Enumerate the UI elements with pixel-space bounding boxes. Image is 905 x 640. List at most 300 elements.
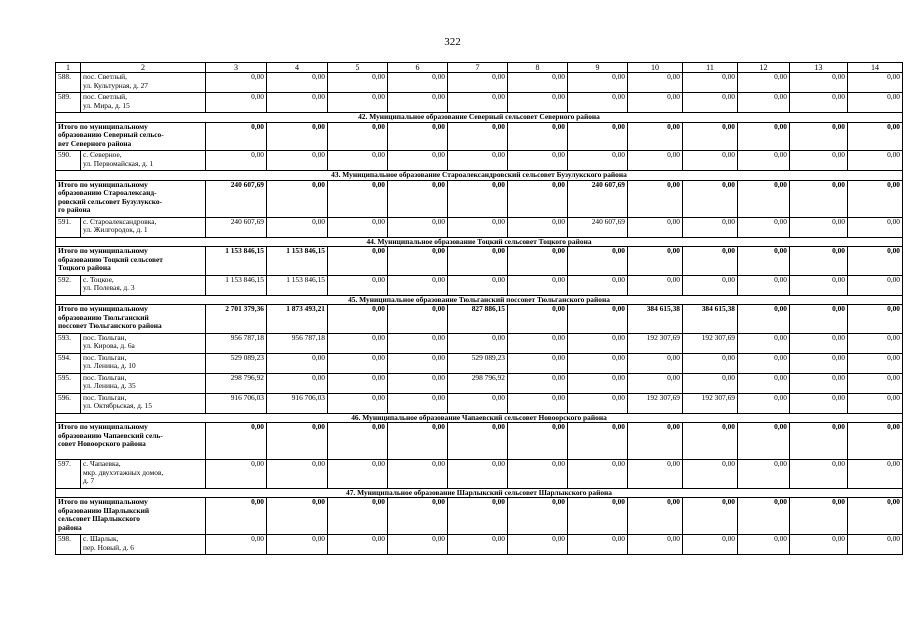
total-label-line: Итого по муниципальному (58, 180, 148, 189)
total-label-line: Итого по муниципальному (58, 422, 148, 432)
address-cell (81, 393, 206, 413)
value-cell: 0,00 (267, 180, 328, 217)
value-cell: 192 307,69 (628, 333, 683, 353)
column-header: 8 (508, 63, 568, 73)
table-row (56, 353, 903, 373)
value-cell: 0,00 (848, 247, 903, 276)
total-label-line: образованию Тюльганский (58, 312, 149, 322)
section-title: 44. Муниципальное образование Тоцкий сельсовет Тоцкого района (56, 237, 903, 247)
address-line: пос. Светлый, (83, 72, 127, 82)
value-cell: 0,00 (388, 305, 448, 334)
table-row (56, 460, 903, 489)
value-cell: 0,00 (448, 122, 508, 151)
value-cell: 0,00 (267, 353, 328, 373)
column-header: 2 (81, 63, 206, 73)
address-line: пос. Тюльган, (83, 333, 127, 342)
address-line: пер. Новый, д. 6 (83, 542, 134, 552)
value-cell: 0,00 (683, 73, 738, 93)
value-cell: 0,00 (738, 535, 790, 555)
value-cell: 0,00 (683, 151, 738, 171)
value-cell: 0,00 (568, 122, 628, 151)
address-line: пос. Тюльган, (83, 393, 127, 402)
section-title: 43. Муниципальное образование Староалександровский сельсовет Бузулукского района (56, 171, 903, 181)
value-cell: 0,00 (568, 498, 628, 535)
value-cell: 0,00 (568, 275, 628, 295)
value-cell: 0,00 (388, 151, 448, 171)
header-row (56, 63, 903, 73)
value-cell: 0,00 (738, 275, 790, 295)
value-cell: 384 615,38 (683, 305, 738, 334)
value-cell: 0,00 (683, 93, 738, 113)
value-cell: 0,00 (448, 151, 508, 171)
table-row (56, 535, 903, 555)
value-cell: 240 607,69 (206, 180, 267, 217)
column-header: 13 (790, 63, 848, 73)
column-header: 5 (328, 63, 388, 73)
value-cell: 0,00 (448, 393, 508, 413)
value-cell: 0,00 (628, 151, 683, 171)
value-cell: 0,00 (628, 275, 683, 295)
value-cell: 0,00 (790, 180, 848, 217)
value-cell: 0,00 (568, 535, 628, 555)
total-row (56, 247, 903, 276)
total-label-line (58, 449, 203, 458)
value-cell: 0,00 (388, 217, 448, 237)
total-label-line: го района (58, 205, 91, 215)
table-row (56, 393, 903, 413)
value-cell: 0,00 (568, 333, 628, 353)
value-cell: 0,00 (738, 423, 790, 460)
value-cell: 192 307,69 (683, 393, 738, 413)
value-cell: 0,00 (790, 217, 848, 237)
value-cell: 827 886,15 (448, 305, 508, 334)
table-row (56, 275, 903, 295)
value-cell: 0,00 (388, 180, 448, 217)
value-cell: 0,00 (328, 373, 388, 393)
value-cell: 0,00 (568, 247, 628, 276)
total-label-line: совет Новоорского района (58, 439, 146, 449)
row-number: 594. (56, 353, 81, 373)
value-cell: 0,00 (848, 373, 903, 393)
value-cell: 0,00 (328, 275, 388, 295)
value-cell: 0,00 (206, 151, 267, 171)
section-heading-row (56, 295, 903, 305)
value-cell: 0,00 (848, 333, 903, 353)
value-cell: 0,00 (683, 535, 738, 555)
value-cell: 1 153 846,15 (267, 247, 328, 276)
row-number: 593. (56, 333, 81, 353)
value-cell: 0,00 (848, 535, 903, 555)
value-cell: 192 307,69 (683, 333, 738, 353)
total-label (56, 180, 206, 217)
row-number: 595. (56, 373, 81, 393)
value-cell: 0,00 (328, 460, 388, 489)
value-cell: 0,00 (790, 423, 848, 460)
address-line: ул. Полевая, д. 3 (83, 283, 135, 293)
section-title: 47. Муниципальное образование Шарлыкский сельсовет Шарлыкского района (56, 488, 903, 498)
value-cell: 0,00 (328, 353, 388, 373)
value-cell: 0,00 (388, 122, 448, 151)
address-cell (81, 73, 206, 93)
value-cell: 0,00 (738, 353, 790, 373)
value-cell: 0,00 (790, 275, 848, 295)
row-number: 598. (56, 535, 81, 555)
value-cell: 0,00 (508, 393, 568, 413)
value-cell: 0,00 (848, 151, 903, 171)
value-cell: 0,00 (328, 122, 388, 151)
table-row (56, 73, 903, 93)
address-line: пос. Тюльган, (83, 353, 127, 362)
value-cell: 0,00 (448, 73, 508, 93)
row-number: 592. (56, 275, 81, 295)
value-cell: 0,00 (448, 460, 508, 489)
section-heading-row (56, 488, 903, 498)
value-cell: 0,00 (790, 353, 848, 373)
value-cell: 0,00 (328, 217, 388, 237)
section-title: 45. Муниципальное образование Тюльганский поссовет Тюльганского района (56, 295, 903, 305)
value-cell: 0,00 (206, 498, 267, 535)
value-cell: 0,00 (206, 73, 267, 93)
value-cell: 0,00 (683, 498, 738, 535)
value-cell: 0,00 (328, 333, 388, 353)
value-cell: 0,00 (738, 393, 790, 413)
address-line: с. Шарлык, (83, 534, 119, 544)
address-cell (81, 275, 206, 295)
address-line: с. Северное, (83, 150, 122, 160)
value-cell: 0,00 (508, 151, 568, 171)
value-cell: 0,00 (448, 498, 508, 535)
value-cell: 0,00 (738, 93, 790, 113)
total-label (56, 247, 206, 276)
column-header: 7 (448, 63, 508, 73)
value-cell: 0,00 (790, 460, 848, 489)
value-cell: 0,00 (568, 305, 628, 334)
value-cell: 0,00 (683, 180, 738, 217)
total-label-line: района (58, 522, 82, 532)
value-cell: 0,00 (568, 353, 628, 373)
value-cell: 0,00 (328, 247, 388, 276)
value-cell: 0,00 (848, 393, 903, 413)
section-heading-row (56, 113, 903, 123)
value-cell: 0,00 (508, 333, 568, 353)
value-cell: 0,00 (388, 373, 448, 393)
address-line: ул. Культурная, д. 27 (83, 80, 148, 90)
value-cell: 0,00 (738, 122, 790, 151)
value-cell: 0,00 (790, 333, 848, 353)
value-cell: 0,00 (388, 93, 448, 113)
value-cell: 0,00 (628, 460, 683, 489)
value-cell: 0,00 (267, 423, 328, 460)
value-cell: 0,00 (628, 373, 683, 393)
total-label-line: Итого по муниципальному (58, 304, 148, 314)
address-line: пос. Тюльган, (83, 373, 127, 382)
total-label-line: образованию Староалександ- (58, 188, 157, 198)
value-cell: 0,00 (790, 122, 848, 151)
total-label-line: вет Северного района (58, 138, 132, 148)
page-number: 322 (444, 36, 461, 48)
value-cell: 0,00 (628, 73, 683, 93)
total-label-line: Итого по муниципальному (58, 122, 148, 131)
column-header: 6 (388, 63, 448, 73)
column-header: 11 (683, 63, 738, 73)
value-cell: 0,00 (508, 73, 568, 93)
section-heading-row (56, 237, 903, 247)
value-cell: 0,00 (738, 333, 790, 353)
value-cell: 0,00 (508, 247, 568, 276)
value-cell: 0,00 (508, 535, 568, 555)
column-header: 4 (267, 63, 328, 73)
table-row (56, 217, 903, 237)
value-cell: 0,00 (267, 151, 328, 171)
value-cell: 0,00 (738, 460, 790, 489)
value-cell: 0,00 (328, 498, 388, 535)
address-cell (81, 535, 206, 555)
value-cell: 0,00 (790, 305, 848, 334)
column-header: 10 (628, 63, 683, 73)
value-cell: 0,00 (683, 460, 738, 489)
column-header: 1 (56, 63, 81, 73)
value-cell: 0,00 (328, 423, 388, 460)
address-cell (81, 373, 206, 393)
value-cell: 0,00 (628, 535, 683, 555)
value-cell: 0,00 (388, 393, 448, 413)
value-cell: 0,00 (738, 180, 790, 217)
total-label-line: сельсовет Шарлыкского (58, 514, 140, 524)
value-cell: 0,00 (388, 498, 448, 535)
value-cell: 0,00 (388, 333, 448, 353)
address-cell (81, 460, 206, 489)
value-cell: 0,00 (628, 217, 683, 237)
row-number: 590. (56, 151, 81, 171)
value-cell: 0,00 (628, 122, 683, 151)
total-label (56, 122, 206, 151)
value-cell: 0,00 (628, 180, 683, 217)
value-cell: 298 796,92 (206, 373, 267, 393)
value-cell: 0,00 (388, 73, 448, 93)
section-heading-row (56, 171, 903, 181)
row-number: 589. (56, 93, 81, 113)
total-label-line: образованию Тоцкий сельсовет (58, 254, 163, 264)
total-label-line: Итого по муниципальному (58, 497, 148, 507)
address-line: ул. Жилгородок, д. 1 (83, 225, 148, 235)
value-cell: 0,00 (448, 217, 508, 237)
value-cell: 0,00 (267, 373, 328, 393)
value-cell: 0,00 (683, 353, 738, 373)
value-cell: 0,00 (448, 93, 508, 113)
value-cell: 0,00 (790, 151, 848, 171)
total-row (56, 122, 903, 151)
value-cell: 0,00 (448, 275, 508, 295)
value-cell: 0,00 (848, 353, 903, 373)
table-row (56, 373, 903, 393)
value-cell: 0,00 (848, 122, 903, 151)
value-cell: 0,00 (848, 180, 903, 217)
table-row (56, 93, 903, 113)
value-cell: 0,00 (206, 93, 267, 113)
value-cell: 0,00 (267, 217, 328, 237)
value-cell: 0,00 (508, 275, 568, 295)
value-cell: 298 796,92 (448, 373, 508, 393)
value-cell: 0,00 (738, 73, 790, 93)
value-cell: 0,00 (328, 535, 388, 555)
total-label-line: Тоцкого района (58, 263, 111, 273)
value-cell: 0,00 (388, 353, 448, 373)
value-cell: 916 706,03 (267, 393, 328, 413)
value-cell: 0,00 (683, 217, 738, 237)
value-cell: 0,00 (628, 93, 683, 113)
value-cell: 0,00 (568, 151, 628, 171)
total-label (56, 305, 206, 334)
value-cell: 1 873 493,21 (267, 305, 328, 334)
total-label-line: Итого по муниципальному (58, 246, 148, 256)
value-cell: 0,00 (738, 305, 790, 334)
value-cell: 0,00 (267, 73, 328, 93)
total-label-line: образованию Чапаевский сель- (58, 430, 163, 440)
value-cell: 0,00 (388, 535, 448, 555)
value-cell: 916 706,03 (206, 393, 267, 413)
value-cell: 0,00 (508, 373, 568, 393)
value-cell: 0,00 (790, 247, 848, 276)
value-cell: 0,00 (267, 93, 328, 113)
value-cell: 0,00 (628, 423, 683, 460)
address-line: пос. Светлый, (83, 92, 127, 102)
value-cell: 0,00 (206, 122, 267, 151)
address-line: с. Староалександровка, (83, 217, 157, 226)
section-heading-row (56, 413, 903, 423)
value-cell: 1 153 846,15 (267, 275, 328, 295)
value-cell: 0,00 (848, 423, 903, 460)
value-cell: 0,00 (328, 151, 388, 171)
value-cell: 0,00 (508, 93, 568, 113)
section-title: 46. Муниципальное образование Чапаевский сельсовет Новоорского района (56, 413, 903, 423)
address-cell (81, 353, 206, 373)
value-cell: 0,00 (388, 275, 448, 295)
value-cell: 0,00 (790, 535, 848, 555)
value-cell: 0,00 (738, 498, 790, 535)
value-cell: 0,00 (848, 73, 903, 93)
address-cell (81, 333, 206, 353)
value-cell: 0,00 (508, 353, 568, 373)
total-label-line: поссовет Тюльганского района (58, 321, 162, 331)
value-cell: 0,00 (448, 180, 508, 217)
total-row (56, 498, 903, 535)
value-cell: 0,00 (267, 535, 328, 555)
value-cell: 0,00 (206, 535, 267, 555)
column-header: 14 (848, 63, 903, 73)
value-cell: 956 787,18 (267, 333, 328, 353)
value-cell: 0,00 (508, 217, 568, 237)
total-label (56, 423, 206, 460)
value-cell: 240 607,69 (568, 180, 628, 217)
value-cell: 1 153 846,15 (206, 275, 267, 295)
value-cell: 0,00 (508, 498, 568, 535)
value-cell: 0,00 (448, 333, 508, 353)
total-label-line: ровский сельсовет Бузулукско- (58, 196, 163, 206)
address-line: с. Тоцкое, (83, 275, 114, 284)
value-cell: 529 089,23 (448, 353, 508, 373)
value-cell: 0,00 (267, 122, 328, 151)
value-cell: 0,00 (328, 393, 388, 413)
value-cell: 0,00 (790, 373, 848, 393)
value-cell: 0,00 (738, 373, 790, 393)
value-cell: 0,00 (328, 180, 388, 217)
total-label-line: образованию Северный сельсо- (58, 130, 164, 140)
total-row (56, 305, 903, 334)
value-cell: 0,00 (848, 275, 903, 295)
column-header: 3 (206, 63, 267, 73)
address-line: ул. Октябрьская, д. 15 (83, 401, 152, 411)
value-cell: 0,00 (790, 498, 848, 535)
value-cell: 384 615,38 (628, 305, 683, 334)
row-number: 591. (56, 217, 81, 237)
address-line: д. 7 (83, 476, 95, 486)
table-row (56, 333, 903, 353)
value-cell: 0,00 (448, 535, 508, 555)
value-cell: 0,00 (683, 423, 738, 460)
address-cell (81, 151, 206, 171)
value-cell: 0,00 (848, 498, 903, 535)
value-cell: 0,00 (790, 73, 848, 93)
value-cell: 0,00 (568, 460, 628, 489)
value-cell: 0,00 (628, 498, 683, 535)
value-cell: 0,00 (448, 423, 508, 460)
address-line: ул. Кирова, д. 6а (83, 341, 135, 351)
value-cell: 0,00 (848, 217, 903, 237)
address-line: ул. Ленина, д. 10 (83, 361, 136, 371)
column-header: 12 (738, 63, 790, 73)
value-cell: 0,00 (848, 305, 903, 334)
value-cell: 2 701 379,36 (206, 305, 267, 334)
value-cell: 0,00 (738, 151, 790, 171)
address-cell (81, 217, 206, 237)
value-cell: 0,00 (683, 247, 738, 276)
value-cell: 0,00 (683, 122, 738, 151)
value-cell: 0,00 (790, 93, 848, 113)
value-cell: 0,00 (848, 93, 903, 113)
row-number: 596. (56, 393, 81, 413)
value-cell: 529 089,23 (206, 353, 267, 373)
value-cell: 0,00 (328, 93, 388, 113)
value-cell: 0,00 (206, 423, 267, 460)
value-cell: 0,00 (738, 217, 790, 237)
value-cell: 0,00 (790, 393, 848, 413)
data-table (55, 62, 903, 555)
value-cell: 0,00 (508, 423, 568, 460)
address-line: мкр. двухэтажных домов, (83, 467, 164, 477)
value-cell: 0,00 (568, 73, 628, 93)
value-cell: 0,00 (328, 305, 388, 334)
value-cell: 0,00 (508, 305, 568, 334)
total-row (56, 423, 903, 460)
section-title: 42. Муниципальное образование Северный сельсовет Северного района (56, 113, 903, 123)
value-cell: 0,00 (388, 247, 448, 276)
value-cell: 240 607,69 (206, 217, 267, 237)
value-cell: 0,00 (568, 373, 628, 393)
value-cell: 0,00 (508, 122, 568, 151)
value-cell: 0,00 (206, 460, 267, 489)
value-cell: 0,00 (388, 460, 448, 489)
row-number: 597. (56, 460, 81, 489)
value-cell: 0,00 (508, 180, 568, 217)
value-cell: 0,00 (328, 73, 388, 93)
value-cell: 0,00 (448, 247, 508, 276)
value-cell: 0,00 (267, 460, 328, 489)
value-cell: 956 787,18 (206, 333, 267, 353)
total-label (56, 498, 206, 535)
value-cell: 1 153 846,15 (206, 247, 267, 276)
table-row (56, 151, 903, 171)
value-cell: 0,00 (683, 373, 738, 393)
